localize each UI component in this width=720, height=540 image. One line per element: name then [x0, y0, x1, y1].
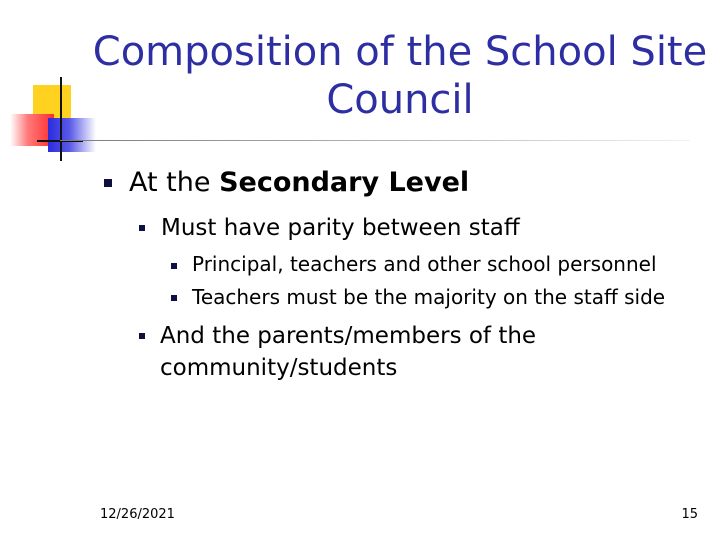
bullet-marker [104, 179, 112, 187]
bullet-level3-b: Teachers must be the majority on the staff side [192, 285, 666, 309]
slide-title: Composition of the School Site Council [92, 29, 708, 123]
bullet-marker [171, 295, 177, 301]
bullet-level2-a: Must have parity between staff [161, 215, 520, 241]
bullet-level1-bold: Secondary Level [219, 167, 470, 198]
bullet-marker [139, 333, 145, 339]
bullet-level2-b-line2: community/students [160, 355, 398, 381]
bullet-marker [139, 225, 145, 231]
vertical-line [60, 77, 62, 161]
bullet-level1 [129, 167, 469, 199]
title-divider [60, 140, 690, 141]
bullet-level2-b-line1: And the parents/members of the [160, 323, 537, 349]
footer-page-number: 15 [681, 507, 698, 522]
blue-gradient-bar [48, 118, 96, 152]
bullet-marker [171, 263, 177, 269]
footer-date: 12/26/2021 [100, 507, 175, 522]
bullet-level1-prefix: At the [129, 167, 220, 198]
bullet-level3-a: Principal, teachers and other school personnel [192, 252, 657, 276]
